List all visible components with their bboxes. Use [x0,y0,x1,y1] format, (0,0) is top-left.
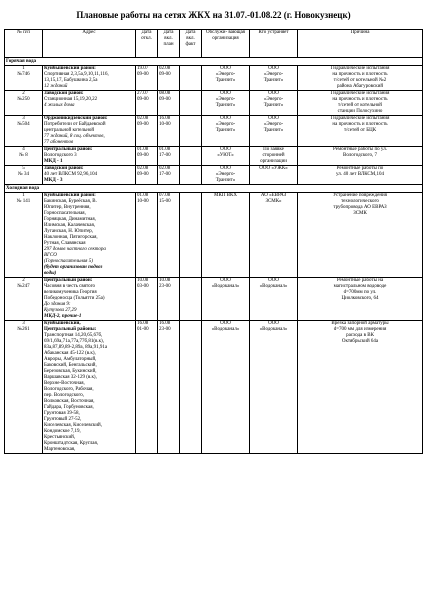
row-plan-date-line: 16.08 [159,321,171,326]
row-reason-line: d=700мм по ул. [343,290,377,295]
row-reason-line: т/сетей от котельной [338,103,382,108]
row-who-line: По заявке [263,147,284,152]
section-cold-water-label: Холодная вода [5,185,423,193]
row-number-line: №504 [17,122,30,127]
row-off-date-line: 27.07 [137,91,149,96]
row-number-line: №250 [17,97,30,102]
row-reason-line: d=700 мм для измерения [333,327,387,332]
address-mkd-count: МКД - 1 [44,159,63,164]
row-off-date [136,166,158,185]
row-plan-date-line: 17-00 [159,172,171,177]
row-org [202,66,250,91]
row-off-date-line: 01.08 [137,147,149,152]
row-org-line: Транзит» [215,103,236,108]
address-note: (будет организован подвоз [44,265,103,270]
address-district: Орджоникидзевский район: [44,116,108,121]
row-off-date-line: 09-00 [137,172,149,177]
row-reason-line: магистральном водоводе [333,284,387,289]
table-row [5,278,423,321]
address-summary: 4 жилых дома [44,103,75,108]
row-plan-date-line: 01.08 [159,147,171,152]
row-plan-date-line: 10-00 [159,122,171,127]
row-plan-date [158,147,180,166]
address-district: Куйбышевский район: [44,193,96,198]
address-summary: Кутузова 27,29 [44,308,77,313]
row-reason-line: ул. 40 лет ВЛКСМ,104 [336,172,384,177]
row-org-line: «Энерго- [215,122,236,127]
row-address [43,147,136,166]
address-line: Транспортная 14,20,65,67б, [44,333,103,338]
row-org-line: МКП ВКХ [214,193,237,198]
row-number-line: № 34 [17,172,30,177]
address-line: 13,15,17, Бабушкина 2,5а [44,78,98,83]
row-plan-date-line: 09-00 [159,97,171,102]
row-number-line: 2 [22,278,25,283]
row-reason-line: района Абагуровский [336,84,384,89]
row-org-line: ООО [220,166,231,171]
col-header-num: № п/п [5,30,43,58]
row-who-line: Транзит» [263,78,284,83]
address-line: Абаканская 45-122 (в.к), [44,351,96,356]
row-plan-date-line: 15-00 [159,199,171,204]
page-title: Плановые работы на сетях ЖКХ на 31.07.-01.08.22 (г. Новокузнецк) [76,10,351,20]
address-line: пер. Вологодского, [44,393,85,398]
row-off-date [136,66,158,91]
row-org [202,91,250,116]
address-district: Заводской район: [44,91,84,96]
row-number [5,278,43,321]
row-plan-date [158,278,180,321]
row-who [250,116,298,147]
row-plan-date-line: 17-00 [159,153,171,158]
row-plan-date-line: 16.08 [159,116,171,121]
address-line: Верхне-Восточная, [44,381,85,386]
address-line: Часовня в честь святого [44,284,96,289]
row-off-date-line: 10-00 [137,199,149,204]
row-plan-date-line: 09-00 [159,72,171,77]
address-line: 69/1,69а,71а,77а,77б,81(в.к), [44,339,104,344]
row-number [5,116,43,147]
row-number [5,166,43,185]
row-off-date [136,321,158,454]
address-line: Кронштадтская, Круглая, [44,441,99,446]
row-number-line: 5 [22,166,25,171]
row-who-line: ООО [268,116,279,121]
section-hot-water-label: Горячая вода [5,58,423,66]
table-row [5,147,423,166]
row-number [5,147,43,166]
address-district: Центральный район: [44,278,93,283]
row-who-line: ЗСМК» [265,199,282,204]
row-reason-line: Гидравлические испытания [330,66,390,71]
row-plan-date-line: 02.08 [159,166,171,171]
table-row [5,91,423,116]
row-org [202,278,250,321]
row-who-line: АО «ЕВРАЗ [260,193,287,198]
address-summary: 12 жданий [44,84,68,89]
table-row [5,166,423,185]
row-who-line: «Энерго- [263,72,284,77]
table-row [5,66,423,91]
row-off-date-line: 16.08 [137,321,149,326]
row-who-line: организации [260,159,287,164]
row-who-line: «Водоканал» [259,284,288,289]
row-plan-date [158,193,180,278]
address-district: Куйбышевский, [44,321,81,326]
row-reason-line: Октябрьский 64а [341,339,379,344]
row-org-line: Транзит» [215,128,236,133]
row-number-line: №746 [17,72,30,77]
address-line: Потребители от Байдаевской [44,122,106,127]
row-reason-line: Ремонтные работы на [336,278,384,283]
row-reason [298,193,423,278]
row-fact-date [180,91,202,116]
row-off-date-line: 19.07 [137,66,149,71]
header-row [5,30,423,58]
row-who-line: Транзит» [263,103,284,108]
row-number [5,321,43,454]
row-reason-line: Гидравлические испытания [330,116,390,121]
address-note: воды) [44,271,57,276]
row-fact-date [180,278,202,321]
row-org-line: ООО [220,91,231,96]
address-line: Горняцкая, Динамитная, [44,217,96,222]
row-plan-date-line: 08.08 [159,91,171,96]
row-reason-line: т/сетей от БЦК [343,128,377,133]
address-line: Вологодского, Рабочая, [44,387,94,392]
address-line: Спортивная 2,3,5а,9,10,11,116, [44,72,109,77]
row-org [202,166,250,185]
row-plan-date [158,166,180,185]
table-row [5,321,423,454]
address-line: Киселевская, Киселевский, [44,423,102,428]
address-line: Станционная 15,19,20,22 [44,97,98,102]
row-number-line: 1 [22,193,25,198]
row-org-line: ООО [220,321,231,326]
row-org [202,147,250,166]
row-off-date-line: 10.08 [137,278,149,283]
row-org-line: «Водоканал» [211,284,240,289]
col-header-reason: Причина [298,30,423,58]
row-who-line: сторонней [262,153,285,158]
row-reason-line: т/сетей от котельной №2 [333,78,387,83]
table-row [5,116,423,147]
row-who [250,193,298,278]
row-number [5,66,43,91]
row-fact-date [180,193,202,278]
address-line: Юпитер, Внутренняя, [44,205,91,210]
row-off-date-line: 03-00 [137,284,149,289]
row-number [5,91,43,116]
row-reason [298,66,423,91]
row-off-date-line: 09-00 [137,153,149,158]
row-off-date [136,91,158,116]
row-plan-date-line: 23-00 [159,327,171,332]
col-header-org: Обслужи- вающая организация [202,30,250,58]
row-reason [298,147,423,166]
section-hot-water [5,58,423,66]
address-line: великомученика Георгия [44,290,97,295]
address-line: Варшавская 32-129 (в.к), [44,375,97,380]
row-fact-date [180,147,202,166]
row-off-date [136,193,158,278]
row-org-line: «Энерго- [215,97,236,102]
address-summary: 77 абонентов [44,140,74,145]
row-plan-date-line: 02.08 [159,66,171,71]
row-reason [298,91,423,116]
address-line: 83а,87,89,89-2,89а, 89а,91,91а [44,345,108,350]
address-district: Центральный районы: [44,327,97,332]
address-line: Кондомское 7,19, [44,429,81,434]
row-reason-line: Ремонтные работы по [336,166,384,171]
address-line: Крестьянский, [44,435,76,440]
row-plan-date [158,321,180,454]
row-org-line: Транзит» [215,178,236,183]
row-off-date [136,116,158,147]
row-who-line: ООО «УЖК» [259,166,288,171]
row-org [202,193,250,278]
row-off-date [136,147,158,166]
address-line: Наклонная, Пятигорская, [44,235,98,240]
row-reason [298,321,423,454]
row-off-date-line: 09-00 [137,122,149,127]
row-fact-date [180,66,202,91]
address-summary: 77 жданий, 8 соц. объектов, [44,134,105,139]
col-header-plan: Дата вкл. план [158,30,180,58]
row-org [202,116,250,147]
section-cold-water [5,185,423,193]
row-address [43,91,136,116]
address-line: Бакинская, Буреёская, В. [44,199,97,204]
row-fact-date [180,321,202,454]
col-header-fact: Дата вкл. факт [180,30,202,58]
row-number-line: 2 [22,91,25,96]
row-off-date [136,278,158,321]
row-number-line: 3 [22,321,25,326]
row-org-line: ООО [220,66,231,71]
row-number-line: 1 [22,66,25,71]
row-reason-line: расхода в ВК [346,333,374,338]
row-who [250,321,298,454]
address-line: Грунтовая 39-58, [44,411,80,416]
row-number-line: №247 [17,284,30,289]
address-line: Рутная, Славянская [44,241,86,246]
address-line: Волковская, Восточная, [44,399,95,404]
row-plan-date [158,91,180,116]
col-header-off: Дата откл. [136,30,158,58]
row-reason-line: Врезка запорной арматуры [331,321,389,326]
row-address [43,66,136,91]
row-number-line: 3 [22,116,25,121]
row-reason-line: Ремонтные работы по ул. [333,147,387,152]
row-reason-line: на прочность и плотность [332,97,388,102]
address-note: МКД-2, прочие-1 [44,314,82,319]
row-reason [298,166,423,185]
row-who-line: ООО [268,66,279,71]
row-address [43,166,136,185]
address-line: Грунтовый 27-52, [44,417,82,422]
row-who-line: «Энерго- [263,97,284,102]
address-summary: До здания 9: [44,302,71,307]
row-plan-date-line: 07.08 [159,193,171,198]
row-reason-line: на прочность и плотность [332,72,388,77]
row-org-line: ООО [220,116,231,121]
address-line: Березовская, Букинский, [44,369,97,374]
row-off-date-line: 02.08 [137,116,149,121]
address-line: Илимская, Калачевская, [44,223,95,228]
address-district: Центральный район: [44,147,93,152]
row-reason-line: станции Полосухино [337,109,383,114]
row-who-line: ООО [268,321,279,326]
address-line: Мартеновская, [44,447,76,452]
row-org-line: «Энерго- [215,72,236,77]
address-line: Горноспасательная, [44,211,86,216]
address-district: Куйбышевский район: [44,66,96,71]
row-reason-line: ЗСМК [353,211,367,216]
row-off-date-line: 09-00 [137,97,149,102]
row-number-line: № 8 [19,153,28,158]
address-line: Авроры, Амбулаторный, [44,357,97,362]
address-line: 40 лет ВЛКСМ 92,96,104 [44,172,98,177]
row-reason-line: трубопровода АО ЕВРАЗ [333,205,387,210]
address-line: центральной котельной [44,128,95,133]
row-org-line: ООО [220,278,231,283]
row-plan-date-line: 23-00 [159,284,171,289]
table-row [5,193,423,278]
row-address [43,321,136,454]
address-line: Победоносца (Тольятти 25а) [44,296,105,301]
row-who-line: ООО [268,278,279,283]
row-who-line: ООО [268,91,279,96]
row-address [43,116,136,147]
col-header-address: Адрес [43,30,136,58]
row-who [250,278,298,321]
row-reason [298,278,423,321]
address-mkd-count: МКД - 3 [44,178,63,183]
row-reason-line: Вологодского, 7 [343,153,377,158]
row-fact-date [180,116,202,147]
row-reason-line: Гидравлические испытания [330,91,390,96]
row-number-line: № 141 [16,199,31,204]
row-plan-date-line: 10.08 [159,278,171,283]
row-fact-date [180,166,202,185]
row-who-line: «Энерго- [263,122,284,127]
row-who [250,166,298,185]
row-org-line: «Водоканал» [211,327,240,332]
row-org-line: «Энерго- [215,172,236,177]
row-who-line: Транзит» [263,128,284,133]
row-who [250,91,298,116]
row-who [250,147,298,166]
row-number-line: №261 [17,327,30,332]
address-summary: 297 домов частного сектора [44,247,106,252]
address-line: Вологодского 3 [44,153,77,158]
row-number-line: 4 [22,147,25,152]
row-reason-line: Циолковского, 64 [341,296,379,301]
row-off-date-line: 01.08 [137,193,149,198]
row-off-date-line: 01-00 [137,327,149,332]
address-summary: ВГСО [44,253,57,258]
col-header-who: Кто устраняет [250,30,298,58]
row-off-date-line: 02.08 [137,166,149,171]
row-number [5,193,43,278]
row-reason-line: технологического [341,199,379,204]
address-summary: (Горноспасательная 5) [44,259,93,264]
row-off-date-line: 09-00 [137,72,149,77]
row-org-line: ООО [220,147,231,152]
row-reason [298,116,423,147]
row-plan-date [158,116,180,147]
row-who-line: «Водоканал» [259,327,288,332]
row-who [250,66,298,91]
row-address [43,278,136,321]
row-org-line: Транзит» [215,78,236,83]
address-line: Баковский, Бенгальский, [44,363,97,368]
row-org [202,321,250,454]
row-org-line: «УЮТ» [217,153,234,158]
address-district: Заводской район: [44,166,84,171]
row-plan-date [158,66,180,91]
row-address [43,193,136,278]
address-line: Гайдара, Горбуновская, [44,405,94,410]
row-reason-line: на прочность и плотность [332,122,388,127]
address-line: Луганская, Н. Юпитер, [44,229,94,234]
row-reason-line: Устранение повреждения [333,193,387,198]
works-table [4,29,423,454]
